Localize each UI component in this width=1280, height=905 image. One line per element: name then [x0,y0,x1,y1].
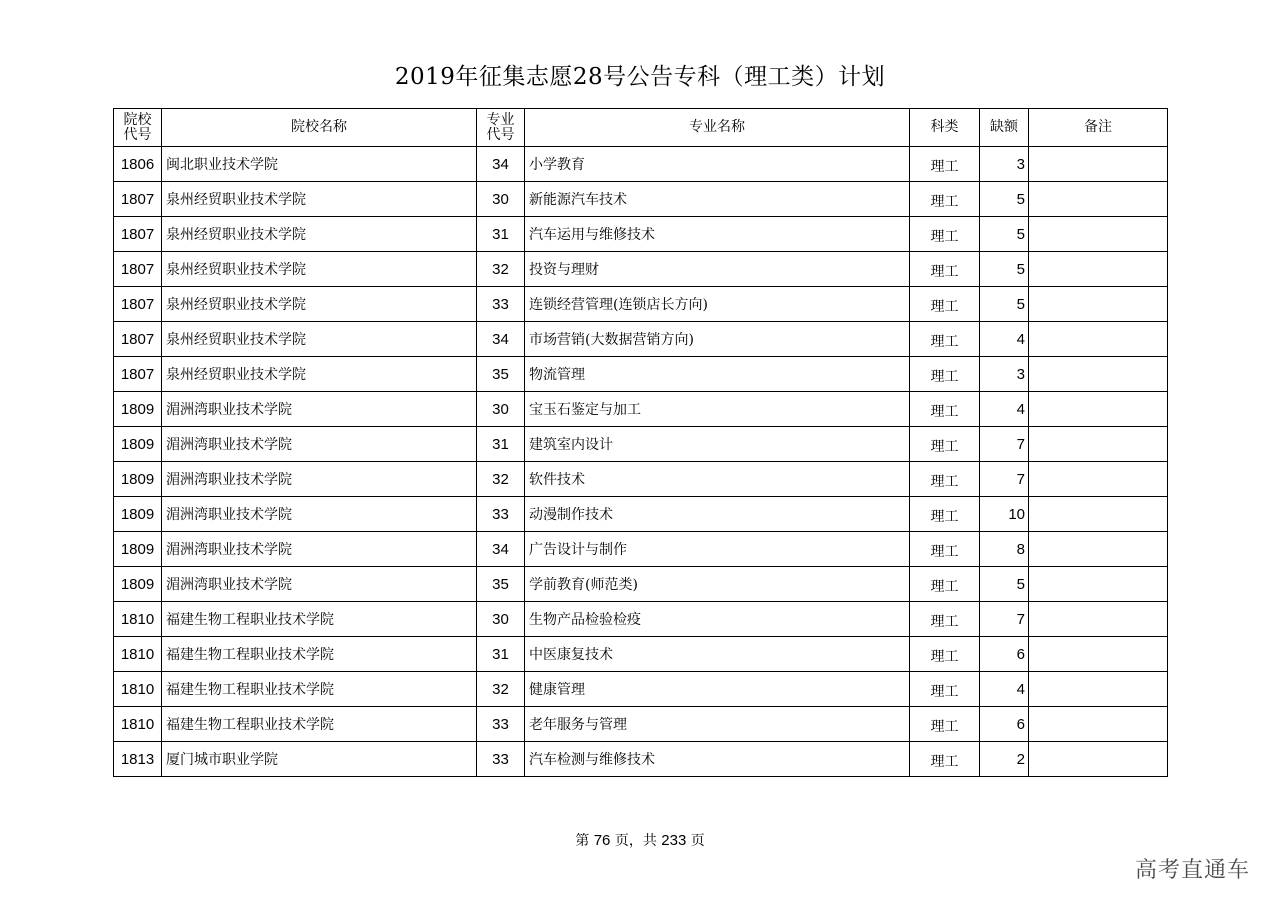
table-row [114,287,1168,322]
cell-category: 理工 [910,602,980,637]
cell-category: 理工 [910,637,980,672]
header-category: 科类 [910,109,980,147]
cell-school-name: 湄洲湾职业技术学院 [162,427,477,462]
cell-vacancies: 6 [980,637,1029,672]
cell-remarks [1029,707,1168,742]
table-row [114,637,1168,672]
header-school-code: 院校 代号 [114,109,162,147]
cell-category: 理工 [910,322,980,357]
cell-major-code: 34 [477,147,525,182]
cell-category: 理工 [910,182,980,217]
cell-category: 理工 [910,427,980,462]
cell-remarks [1029,147,1168,182]
table-row [114,707,1168,742]
cell-category: 理工 [910,497,980,532]
cell-school-code: 1807 [114,182,162,217]
cell-remarks [1029,357,1168,392]
cell-school-name: 湄洲湾职业技术学院 [162,532,477,567]
cell-major-code: 31 [477,427,525,462]
footer-total-pages: 233 [661,832,687,849]
header-vacancies: 缺额 [980,109,1029,147]
cell-major-name: 宝玉石鉴定与加工 [525,392,910,427]
cell-school-code: 1807 [114,287,162,322]
cell-school-name: 湄洲湾职业技术学院 [162,392,477,427]
cell-vacancies: 5 [980,567,1029,602]
cell-category: 理工 [910,357,980,392]
cell-vacancies: 4 [980,322,1029,357]
cell-major-name: 连锁经营管理(连锁店长方向) [525,287,910,322]
cell-school-code: 1809 [114,392,162,427]
cell-remarks [1029,392,1168,427]
cell-school-name: 湄洲湾职业技术学院 [162,462,477,497]
cell-school-name: 厦门城市职业学院 [162,742,477,777]
cell-vacancies: 3 [980,147,1029,182]
cell-category: 理工 [910,287,980,322]
cell-major-code: 32 [477,252,525,287]
table-row [114,602,1168,637]
table-body [114,147,1168,777]
table-row [114,742,1168,777]
cell-school-code: 1809 [114,427,162,462]
cell-category: 理工 [910,147,980,182]
cell-major-name: 中医康复技术 [525,637,910,672]
cell-school-code: 1809 [114,462,162,497]
footer-prefix: 第 [575,833,590,849]
cell-vacancies: 7 [980,427,1029,462]
cell-major-code: 33 [477,742,525,777]
cell-major-code: 30 [477,602,525,637]
cell-remarks [1029,742,1168,777]
cell-remarks [1029,602,1168,637]
table-row [114,392,1168,427]
cell-major-name: 学前教育(师范类) [525,567,910,602]
cell-remarks [1029,672,1168,707]
table-row [114,567,1168,602]
cell-major-code: 32 [477,672,525,707]
cell-vacancies: 6 [980,707,1029,742]
cell-major-name: 新能源汽车技术 [525,182,910,217]
cell-school-name: 湄洲湾职业技术学院 [162,497,477,532]
cell-category: 理工 [910,392,980,427]
cell-vacancies: 2 [980,742,1029,777]
cell-major-name: 投资与理财 [525,252,910,287]
cell-school-code: 1807 [114,357,162,392]
cell-vacancies: 5 [980,182,1029,217]
cell-major-name: 建筑室内设计 [525,427,910,462]
cell-school-code: 1809 [114,532,162,567]
cell-school-code: 1810 [114,637,162,672]
cell-major-code: 35 [477,357,525,392]
cell-major-code: 33 [477,287,525,322]
cell-school-code: 1806 [114,147,162,182]
cell-remarks [1029,217,1168,252]
cell-major-code: 32 [477,462,525,497]
cell-remarks [1029,497,1168,532]
cell-major-name: 汽车运用与维修技术 [525,217,910,252]
cell-school-code: 1809 [114,497,162,532]
cell-category: 理工 [910,462,980,497]
cell-category: 理工 [910,217,980,252]
cell-category: 理工 [910,672,980,707]
cell-major-name: 小学教育 [525,147,910,182]
cell-vacancies: 5 [980,217,1029,252]
cell-school-name: 泉州经贸职业技术学院 [162,287,477,322]
cell-major-code: 34 [477,532,525,567]
cell-school-code: 1813 [114,742,162,777]
table-row [114,252,1168,287]
footer-suffix: 页 [690,833,705,849]
cell-major-name: 老年服务与管理 [525,707,910,742]
header-remarks: 备注 [1029,109,1168,147]
cell-school-code: 1807 [114,217,162,252]
cell-category: 理工 [910,567,980,602]
cell-school-code: 1810 [114,672,162,707]
cell-vacancies: 4 [980,672,1029,707]
cell-vacancies: 5 [980,252,1029,287]
cell-major-name: 市场营销(大数据营销方向) [525,322,910,357]
cell-major-name: 动漫制作技术 [525,497,910,532]
cell-remarks [1029,462,1168,497]
table-row [114,147,1168,182]
cell-vacancies: 7 [980,462,1029,497]
cell-vacancies: 10 [980,497,1029,532]
cell-major-code: 30 [477,182,525,217]
cell-remarks [1029,182,1168,217]
table-row [114,497,1168,532]
cell-school-name: 闽北职业技术学院 [162,147,477,182]
plan-table [113,108,1168,777]
cell-category: 理工 [910,532,980,567]
cell-remarks [1029,252,1168,287]
cell-major-code: 30 [477,392,525,427]
cell-school-code: 1810 [114,707,162,742]
cell-school-code: 1807 [114,322,162,357]
cell-category: 理工 [910,707,980,742]
cell-remarks [1029,322,1168,357]
cell-school-name: 泉州经贸职业技术学院 [162,182,477,217]
cell-major-code: 33 [477,707,525,742]
cell-vacancies: 8 [980,532,1029,567]
watermark: 高考直通车 [1134,858,1250,883]
table-row [114,182,1168,217]
footer-middle: 页，共 [614,833,657,849]
cell-category: 理工 [910,252,980,287]
cell-school-name: 福建生物工程职业技术学院 [162,637,477,672]
cell-major-name: 生物产品检验检疫 [525,602,910,637]
cell-vacancies: 3 [980,357,1029,392]
cell-school-name: 泉州经贸职业技术学院 [162,252,477,287]
cell-school-name: 湄洲湾职业技术学院 [162,567,477,602]
cell-school-name: 泉州经贸职业技术学院 [162,357,477,392]
table-row [114,357,1168,392]
cell-remarks [1029,532,1168,567]
cell-major-name: 物流管理 [525,357,910,392]
cell-major-name: 软件技术 [525,462,910,497]
cell-vacancies: 7 [980,602,1029,637]
cell-major-code: 31 [477,637,525,672]
page-title: 2019年征集志愿28号公告专科（理工类）计划 [394,64,886,90]
cell-remarks [1029,567,1168,602]
cell-school-code: 1807 [114,252,162,287]
cell-school-code: 1810 [114,602,162,637]
cell-school-code: 1809 [114,567,162,602]
header-major-code: 专业 代号 [477,109,525,147]
cell-major-name: 汽车检测与维修技术 [525,742,910,777]
cell-school-name: 福建生物工程职业技术学院 [162,707,477,742]
cell-remarks [1029,637,1168,672]
cell-major-code: 33 [477,497,525,532]
table-header-row [114,109,1168,147]
cell-school-name: 泉州经贸职业技术学院 [162,217,477,252]
table-row [114,427,1168,462]
cell-major-name: 健康管理 [525,672,910,707]
cell-school-name: 福建生物工程职业技术学院 [162,672,477,707]
table-row [114,462,1168,497]
table-row [114,217,1168,252]
cell-remarks [1029,427,1168,462]
cell-school-name: 泉州经贸职业技术学院 [162,322,477,357]
header-major-name: 专业名称 [525,109,910,147]
cell-remarks [1029,287,1168,322]
header-school-name: 院校名称 [162,109,477,147]
cell-major-code: 34 [477,322,525,357]
table-row [114,322,1168,357]
cell-major-code: 35 [477,567,525,602]
cell-category: 理工 [910,742,980,777]
cell-vacancies: 4 [980,392,1029,427]
footer-page-number: 76 [593,832,611,849]
table-row [114,532,1168,567]
cell-school-name: 福建生物工程职业技术学院 [162,602,477,637]
table-row [114,672,1168,707]
page-footer [0,830,1280,850]
cell-major-name: 广告设计与制作 [525,532,910,567]
cell-vacancies: 5 [980,287,1029,322]
cell-major-code: 31 [477,217,525,252]
